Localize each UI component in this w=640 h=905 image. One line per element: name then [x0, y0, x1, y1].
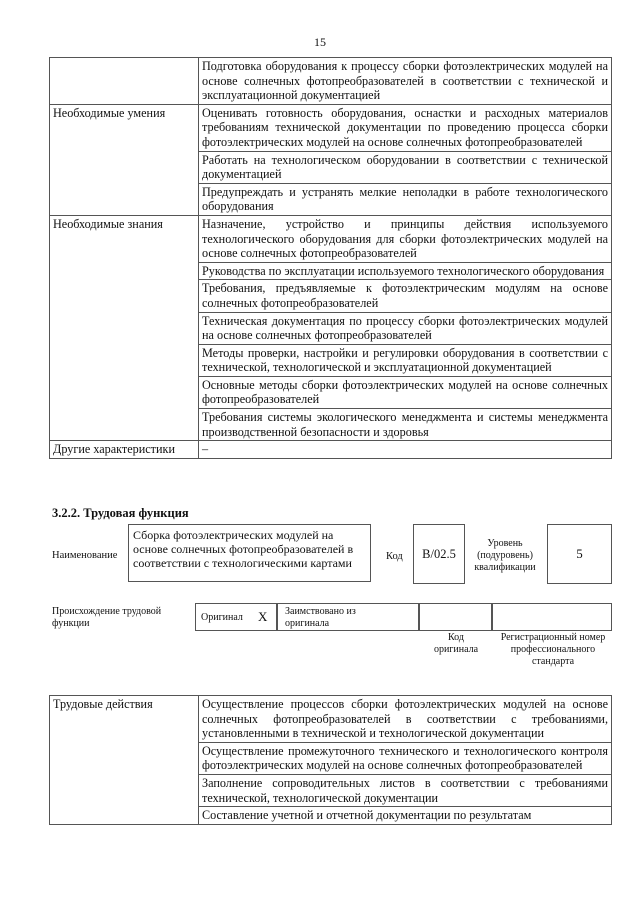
borrowed-label: Заимствовано из оригинала [285, 606, 356, 629]
level-value: 5 [576, 546, 583, 561]
function-name-box [128, 524, 371, 582]
row-label: Трудовые действия [50, 696, 199, 825]
row-item: Техническая документация по процессу сборки фотоэлектрических модулей на основе солнечных фотопреобразователей [199, 312, 612, 344]
row-label: Необходимые знания [50, 215, 199, 440]
section-title: 3.2.2. Трудовая функция [52, 506, 189, 520]
row-item: Назначение, устройство и принципы действия используемого технологического оборудования для сборки фотоэлектрических модулей на основе солнечных фотопреобразователей [199, 215, 612, 262]
row-item: Оценивать готовность оборудования, оснастки и расходных материалов требованиям технической документации по проведению процесса сборки фотоэлектрических модулей на основе солнечных фотопреобразователей [199, 104, 612, 151]
row-item: Работать на технологическом оборудовании в соответствии с технической документацией [199, 151, 612, 183]
code-value: B/02.5 [422, 547, 456, 561]
requirements-row [50, 104, 612, 151]
requirements-row [50, 215, 612, 262]
row-item: Осуществление промежуточного технического и технологического контроля фотоэлектрических модулей на основе солнечных фотопреобразователей [199, 742, 612, 774]
row-label [50, 58, 199, 105]
original-mark: X [258, 609, 268, 624]
origin-label: Происхождение трудовой функции [52, 606, 162, 629]
page-number: 15 [314, 35, 326, 49]
code-label: Код [386, 551, 403, 562]
labor-action-row [50, 696, 612, 743]
row-item: Основные методы сборки фотоэлектрических модулей на основе солнечных фотопреобразователей [199, 376, 612, 408]
code-box [413, 524, 465, 584]
borrowed-cell [277, 603, 419, 631]
row-item: Заполнение сопроводительных листов в соответствии с требованиями технической, технологической документации [199, 774, 612, 806]
labor-actions-table [49, 695, 612, 825]
original-cell [195, 603, 277, 631]
level-box [547, 524, 612, 584]
level-label: Уровень (подуровень) квалификации [474, 538, 536, 573]
row-item: Руководства по эксплуатации используемого технологического оборудования [199, 262, 612, 280]
row-item: Осуществление процессов сборки фотоэлектрических модулей на основе солнечных фотопреобразователей в соответствии с требованиями, установленными в технической и технологической документации [199, 696, 612, 743]
requirements-row [50, 58, 612, 105]
function-name: Сборка фотоэлектрических модулей на основе солнечных фотопреобразователей в соответствии с технологическими картами [133, 528, 354, 570]
row-item: Предупреждать и устранять мелкие неполадки в работе технологического оборудования [199, 183, 612, 215]
code-original-label: Код оригинала [433, 632, 479, 655]
row-item: Подготовка оборудования к процессу сборки фотоэлектрических модулей на основе солнечных фотопреобразователей в соответствии с технической и эксплуатационной документацией [199, 58, 612, 105]
reg-number-cell [492, 603, 612, 631]
row-item: Методы проверки, настройки и регулировки оборудования в соответствии с технической, технологической и эксплуатационной документацией [199, 344, 612, 376]
row-item: Составление учетной и отчетной документации по результатам [199, 807, 612, 825]
code-original-cell [419, 603, 492, 631]
reg-number-label: Регистрационный номер профессионального стандарта [500, 632, 606, 667]
row-label: Другие характеристики [50, 441, 199, 459]
row-label: Необходимые умения [50, 104, 199, 215]
row-item: Требования системы экологического менеджмента и системы менеджмента производственной безопасности и здоровья [199, 409, 612, 441]
row-item: Требования, предъявляемые к фотоэлектрическим модулям на основе солнечных фотопреобразователей [199, 280, 612, 312]
requirements-row [50, 441, 612, 459]
name-label: Наименование [52, 550, 118, 561]
requirements-table [49, 57, 612, 459]
original-label: Оригинал [201, 612, 243, 623]
row-item: – [199, 441, 612, 459]
